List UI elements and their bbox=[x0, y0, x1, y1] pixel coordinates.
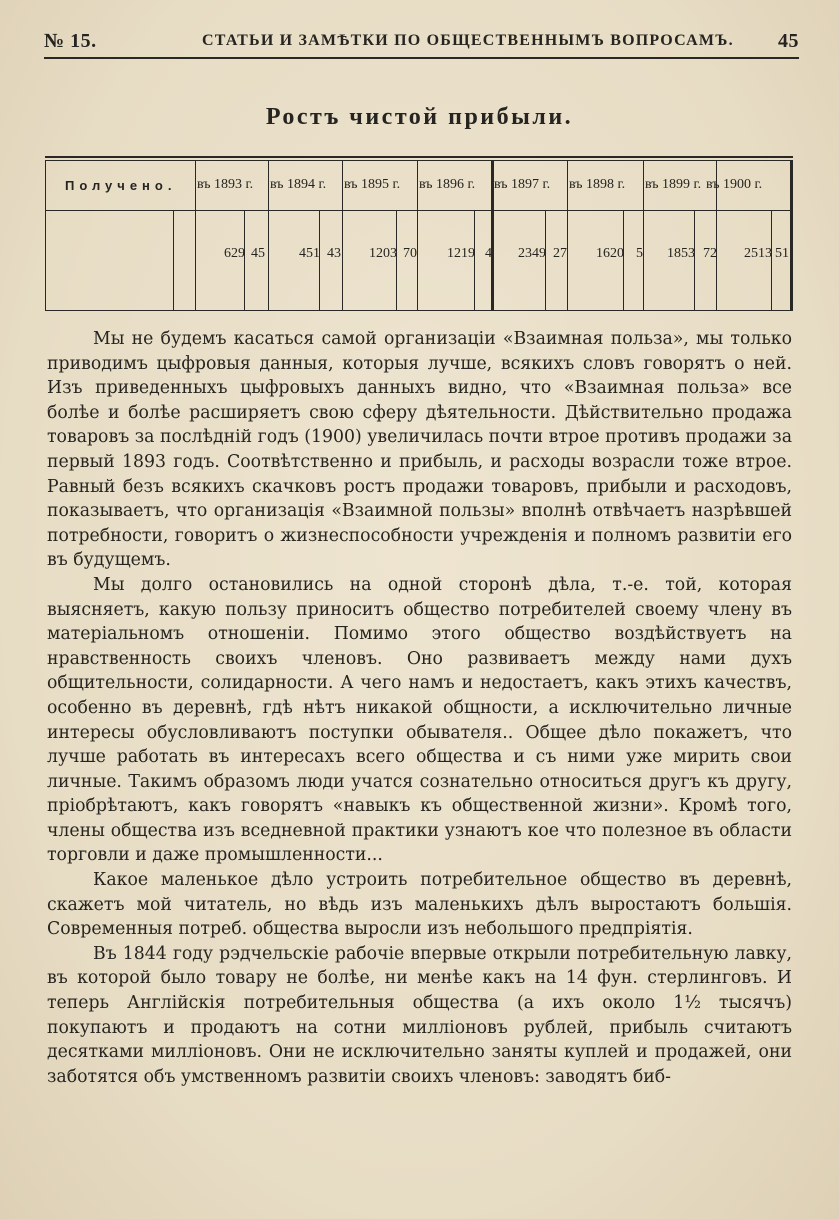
table-top-rule-inner bbox=[45, 160, 793, 161]
kopecks-1898: 5 bbox=[636, 246, 643, 261]
table-top-rule bbox=[45, 156, 793, 158]
table-header-rule bbox=[45, 210, 793, 211]
table-border-right bbox=[790, 160, 793, 310]
paragraph: Мы долго остановились на одной сторонѣ дѣла, т.-е. той, которая выясняетъ, какую пользу приноситъ общество потребителей своему члену въ матеріальномъ отношеніи. Помимо этого общество воздѣйствуетъ на нравственность своихъ членовъ. Оно развиваетъ между нами духъ общительности, солидарности. А чего намъ и недостаетъ, какъ этихъ качествъ, особенно въ деревнѣ, гдѣ нѣтъ никакой общности, а исключительно личные интересы обусловливаютъ поступки обывателя.. Общее дѣло покажетъ, что лучше работать въ интересахъ всего общества и съ ними уже мирить свои личные. Такимъ образомъ люди учатся сознательно относиться другъ къ другу, пріобрѣтаютъ, какъ говорятъ «навыкъ къ общественной жизни». Кромѣ того, члены общества изъ вседневной практики узнаютъ кое что полезное въ области торговли и даже промышленности... bbox=[47, 574, 792, 866]
section-title: СТАТЬИ И ЗАМѢТКИ ПО ОБЩЕСТВЕННЫМЪ ВОПРОСАМЪ. bbox=[202, 32, 734, 49]
year-header: въ 1895 г. bbox=[344, 177, 401, 192]
rubles-1898: 1620 bbox=[596, 246, 624, 261]
running-header bbox=[44, 30, 799, 60]
paragraph: Въ 1844 году рэдчельскіе рабочіе впервые открыли потребительную лавку, въ которой было товару не болѣе, ни менѣе какъ на 14 фун. стерлинговъ. И теперь Англійскія потребительныя общества (а ихъ около 1½ тысячъ) покупаютъ и продаютъ на сотни милліоновъ рублей, прибыль считаютъ десятками милліоновъ. Они не исключительно заняты куплей и продажей, они заботятся объ умственномъ развитіи своихъ членовъ: заводятъ биб- bbox=[47, 943, 792, 1087]
rubles-1897: 2349 bbox=[518, 246, 546, 261]
table-divider bbox=[268, 160, 269, 310]
kopecks-1894: 43 bbox=[327, 246, 341, 261]
rubles-1894: 451 bbox=[299, 246, 320, 261]
year-header: въ 1893 г. bbox=[197, 177, 254, 192]
table-divider bbox=[417, 160, 418, 310]
table-divider bbox=[643, 160, 644, 310]
table-divider bbox=[195, 160, 196, 310]
table-title: Ростъ чистой прибыли. bbox=[265, 104, 574, 130]
page-number: 45 bbox=[778, 30, 799, 52]
row-label-received: Получено. bbox=[65, 178, 177, 193]
year-header: въ 1899 г. bbox=[645, 177, 702, 192]
table-bottom-rule bbox=[45, 310, 793, 311]
paragraph: Какое маленькое дѣло устроить потребительное общество въ деревнѣ, скажетъ мой читатель, но вѣдь изъ маленькихъ дѣлъ выростаютъ большія. Современныя потреб. общества выросли изъ небольшого предпріятія. bbox=[47, 870, 792, 940]
year-header: въ 1896 г. bbox=[419, 177, 476, 192]
kopecks-1893: 45 bbox=[251, 246, 265, 261]
table-divider bbox=[567, 160, 568, 310]
year-header: въ 1894 г. bbox=[270, 177, 327, 192]
rubles-1900: 2513 bbox=[744, 246, 772, 261]
paragraph: Мы не будемъ касаться самой организаціи «Взаимная польза», мы только приводимъ цыфровыя данныя, которыя лучше, всякихъ словъ говорятъ о ней. Изъ приведенныхъ цыфровыхъ данныхъ видно, что «Взаимная польза» все болѣе и болѣе расширяетъ свою сферу дѣятельности. Дѣйствительно продажа товаровъ за послѣдній годъ (1900) увеличилась почти втрое противъ продажи за первый 1893 годъ. Соотвѣтственно и прибыль, и расходы возрасли тоже втрое. Равный безъ всякихъ скачковъ ростъ продажи товаровъ, прибыли и расходовъ, показываетъ, что организація «Взаимной пользы» вполнѣ отвѣчаетъ назрѣвшей потребности, говоритъ о жизнеспособности учрежденія и полномъ развитіи его въ будущемъ. bbox=[47, 329, 792, 571]
kopecks-1896: 4 bbox=[485, 246, 492, 261]
table-divider bbox=[342, 160, 343, 310]
article-body bbox=[47, 327, 792, 1089]
kopecks-1900: 51 bbox=[775, 246, 789, 261]
year-header: въ 1900 г. bbox=[706, 177, 763, 192]
table-divider bbox=[173, 211, 174, 310]
kopecks-1897: 27 bbox=[553, 246, 567, 261]
rubles-1895: 1203 bbox=[369, 246, 397, 261]
kopecks-1899: 72 bbox=[703, 246, 717, 261]
year-header: въ 1898 г. bbox=[569, 177, 626, 192]
table-border-left bbox=[45, 160, 46, 310]
rubles-1893: 629 bbox=[224, 246, 245, 261]
year-header: въ 1897 г. bbox=[494, 177, 551, 192]
rubles-1899: 1853 bbox=[667, 246, 695, 261]
issue-number: № 15. bbox=[44, 30, 97, 52]
kopecks-1895: 70 bbox=[403, 246, 417, 261]
profit-table bbox=[45, 156, 793, 312]
rubles-1896: 1219 bbox=[447, 246, 475, 261]
header-rule bbox=[44, 57, 799, 59]
